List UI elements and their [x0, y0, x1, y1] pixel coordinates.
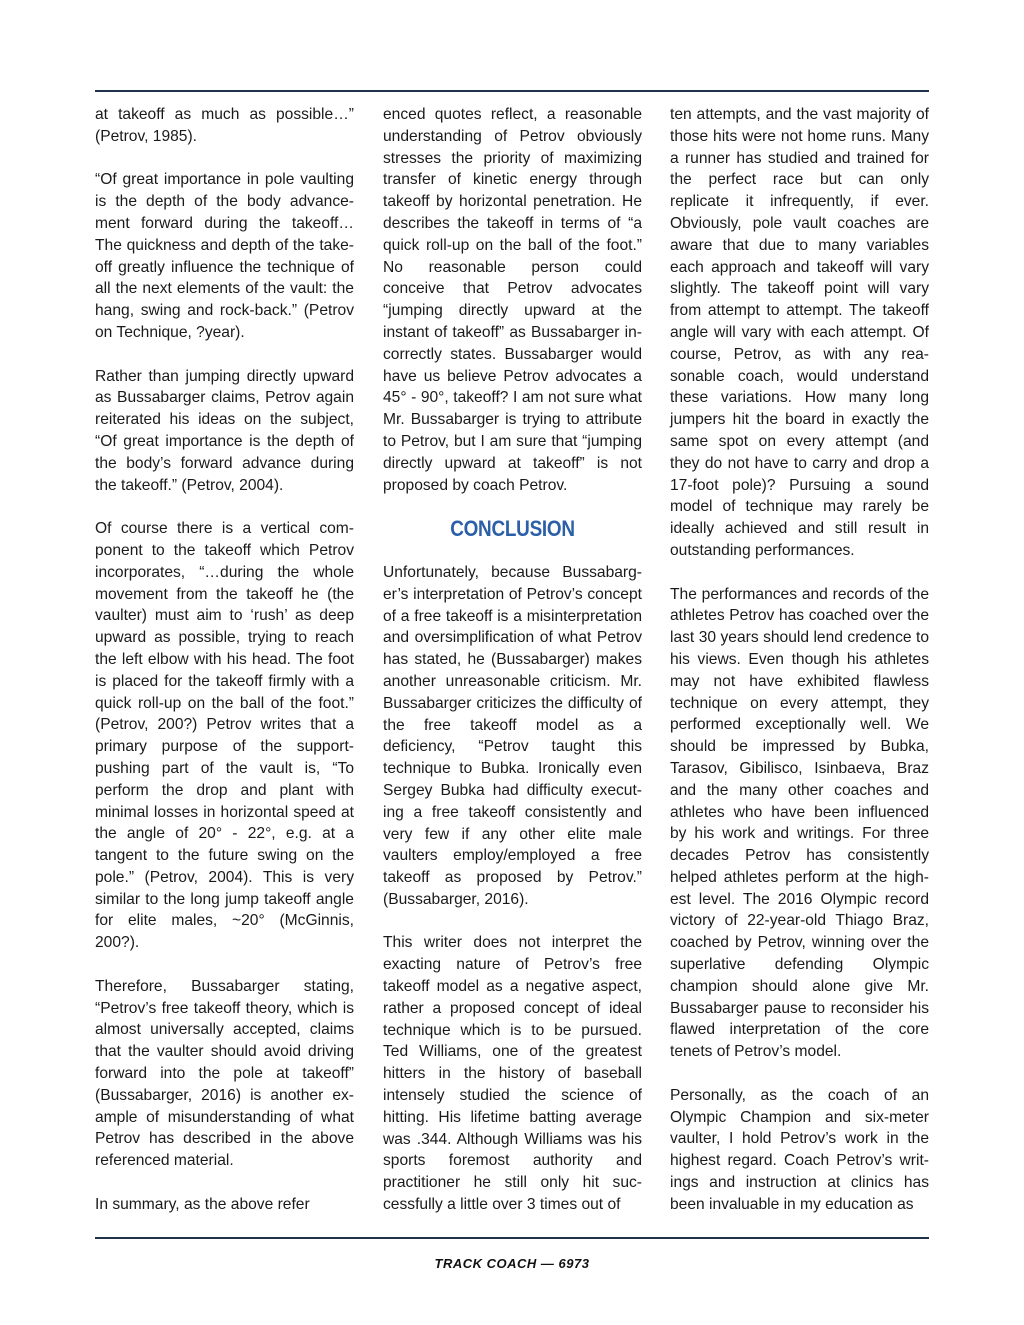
paragraph: Unfortunately, because Bussabarger’s interpretation of Petrov’s concept of a free takeoff is a misinterpretation and oversimplification of what Petrov has stated, he (Bussabarger) makes another unreasonable criticism. Mr. Bussabarger criticizes the difficulty of the free takeoff model as a deficiency, “Petrov taught this technique to Bubka. Ironically even Sergey Bubka had difficulty executing a free takeoff consistently and very few if any other elite male vaulters employ/employed a free takeoff as proposed by Petrov.” (Bussabarger, 2016). — [383, 563, 642, 908]
paragraph: at takeoff as much as possible…” (Petrov, 1985). — [95, 106, 354, 145]
top-rule — [95, 90, 929, 92]
paragraph: The performances and records of the athletes Petrov has coached over the last 30 years should lend credence to his views. Even though his athletes may not have exhibited flawless technique on every attempt, they performed exceptionally well. We should be impressed by Bubka, Tarasov, Gibilisco, Isinbaeva, Braz and the many other coaches and athletes who have been influenced by his work and writings. For three decades Petrov has consistently helped athletes perform at the highest level. The 2016 Olympic record victory of 22-year-old Thiago Braz, coached by Petrov, winning over the superlative defending Olympic champion should alone give Mr. Bussabarger pause to reconsider his flawed interpretation of the core tenets of Petrov’s model. — [670, 585, 929, 1061]
bottom-rule — [95, 1237, 929, 1239]
column-2 — [383, 104, 642, 1216]
section-heading-conclusion: CONCLUSION — [450, 516, 575, 542]
column-3 — [670, 104, 929, 1216]
paragraph: Personally, as the coach of an Olympic Champion and six-meter vaulter, I hold Petrov’s work in the highest regard. Coach Petrov’s writings and instruction at clinics has been invaluable in my education as — [670, 1086, 929, 1213]
paragraph: In summary, as the above refer — [95, 1195, 310, 1213]
paragraph: ten attempts, and the vast majority of those hits were not home runs. Many a runner has studied and trained for the perfect race but can only replicate it infrequently, if ever. Obviously, pole vault coaches are aware that due to many variables each approach and takeoff will vary slightly. The takeoff point will vary from attempt to attempt. The takeoff angle will vary with each attempt. Of course, Petrov, as with any reasonable coach, would understand these variations. How many long jumpers hit the board in exactly the same spot on every attempt (and they do not have to carry and drop a 17-foot pole)? Pursuing a sound model of technique may rarely be ideally achieved and still result in outstanding performances. — [670, 106, 929, 559]
paragraph: This writer does not interpret the exacting nature of Petrov’s free takeoff model as a negative aspect, rather a proposed concept of ideal technique which is to be pursued. Ted Williams, one of the greatest hitters in the history of baseball intensely studied the science of hitting. His lifetime batting average was .344. Although Williams was his sports foremost authority and practitioner he still only hit successfully a little over 3 times out of — [383, 934, 642, 1214]
column-1 — [95, 104, 354, 1216]
paragraph: “Of great importance in pole vaulting is the depth of the body advancement forward during the takeoff… The quickness and depth of the takeoff greatly influence the technique of all the next elements of the vault: the hang, swing and rock-back.” (Petrov on Technique, ?year). — [95, 171, 354, 341]
paragraph: Rather than jumping directly upward as Bussabarger claims, Petrov again reiterated his ideas on the subject, “Of great importance is the depth of the body’s forward advance during the takeoff.” (Petrov, 2004). — [95, 367, 354, 494]
paragraph: enced quotes reflect, a reasonable understanding of Petrov obviously stresses the priority of maximizing transfer of kinetic energy through takeoff by horizontal penetration. He describes the takeoff in terms of “a quick roll-up on the ball of the foot.” No reasonable person could conceive that Petrov advocates “jumping directly upward at the instant of takeoff” as Bussabarger incorrectly states. Bussabarger would have us believe Petrov advocates a 45° - 90°, takeoff? I am not sure what Mr. Bussabarger is trying to attribute to Petrov, but I am sure that “jumping directly upward at takeoff” is not proposed by coach Petrov. — [383, 106, 642, 494]
page-footer: TRACK COACH — 6973 — [434, 1256, 590, 1271]
paragraph: Of course there is a vertical component to the takeoff which Petrov incorporates, “…during the whole movement from the takeoff he (the vaulter) must aim to ‘rush’ as deep upward as possible, trying to reach the left elbow with his head. The foot is placed for the takeoff firmly with a quick roll-up on the ball of the foot.” (Petrov, 200?) Petrov writes that a primary purpose of the support-pushing part of the vault is, “To perform the drop and plant with minimal losses in horizontal speed at the angle of 20° - 22°, e.g. at a tangent to the future swing on the pole.” (Petrov, 2004). This is very similar to the long jump takeoff angle for elite males, ~20° (McGinnis, 200?). — [95, 520, 354, 952]
paragraph: Therefore, Bussabarger stating, “Petrov’s free takeoff theory, which is almost universally accepted, claims that the vaulter should avoid driving forward into the pole at takeoff” (Bussabarger, 2016) is another example of misunderstanding of what Petrov has described in the above referenced material. — [95, 977, 354, 1170]
